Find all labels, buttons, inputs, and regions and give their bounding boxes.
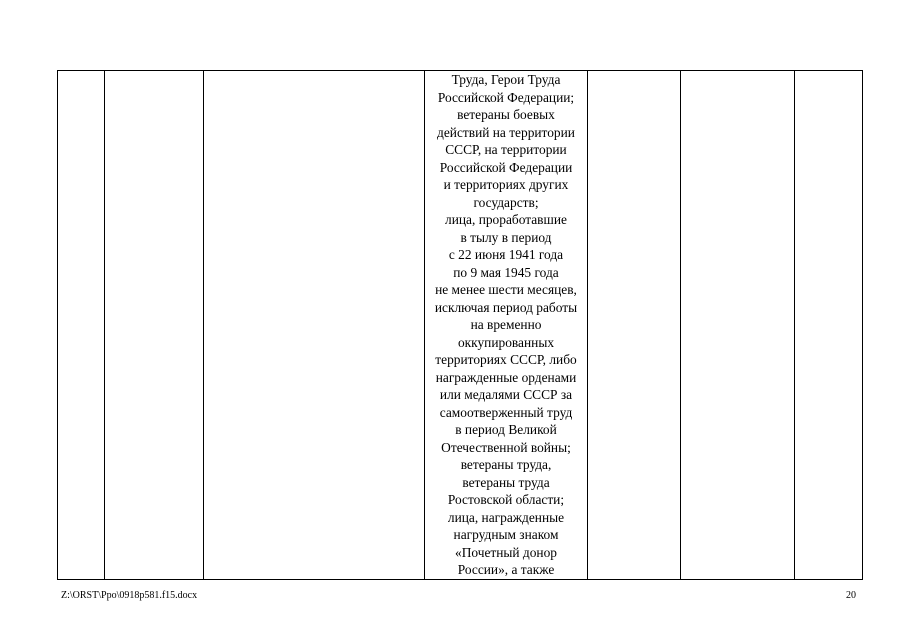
cell-text-line: на временно [470, 317, 542, 332]
cell-text-line: СССР, на территории [445, 142, 567, 157]
cell-text-line: Труда, Герои Труда [451, 72, 561, 87]
cell-text-line: по 9 мая 1945 года [453, 264, 559, 280]
table-row [58, 71, 863, 580]
document-table [57, 70, 863, 580]
cell-text-line: оккупированных [457, 334, 555, 350]
cell-text-line: исключая период работы [434, 299, 578, 315]
cell-text-line: Ростовской области; [447, 492, 565, 507]
table-cell-number [58, 71, 105, 580]
cell-text-line: в период Великой [455, 422, 557, 437]
cell-text-line: не менее шести месяцев, [435, 282, 577, 297]
cell-text-line: с 22 июня 1941 года [448, 247, 564, 262]
cell-text-line: действий на территории [437, 124, 575, 140]
table-cell-beneficiary-categories [425, 71, 588, 580]
cell-text-line: Российской Федерации; [437, 89, 575, 105]
cell-text-line: Отечественной войны; [441, 439, 571, 455]
cell-text-line: государств; [473, 194, 539, 210]
cell-text-line: России», а также [457, 562, 555, 577]
table-cell-column-6 [681, 71, 795, 580]
table-cell-column-5 [588, 71, 681, 580]
table-cell-column-2 [105, 71, 204, 580]
cell-text-line: Российской Федерации [439, 159, 573, 175]
footer-file-path: Z:\ORST\Ppo\0918p581.f15.docx [61, 590, 198, 601]
table-cell-column-3 [204, 71, 425, 580]
cell-text-line: и территориях других [443, 177, 569, 192]
cell-text-line: ветераны боевых [457, 107, 555, 122]
cell-text-line: лица, проработавшие [445, 212, 567, 227]
cell-text-line: ветераны труда [462, 474, 550, 490]
cell-text-line: ветераны труда, [460, 457, 552, 472]
cell-text-line: нагрудным знаком [453, 527, 559, 542]
cell-text-line: самоотверженный труд [439, 404, 573, 420]
table-cell-column-7 [795, 71, 863, 580]
cell-text-line: награжденные орденами [435, 369, 577, 385]
cell-text-line: в тылу в период [460, 229, 552, 245]
cell-text-line: «Почетный донор [455, 544, 557, 560]
cell-text-line: лица, награжденные [447, 509, 565, 525]
page-number: 20 [846, 590, 856, 601]
cell-text-line: или медалями СССР за [439, 387, 573, 402]
cell-text-line: территориях СССР, либо [435, 352, 577, 367]
